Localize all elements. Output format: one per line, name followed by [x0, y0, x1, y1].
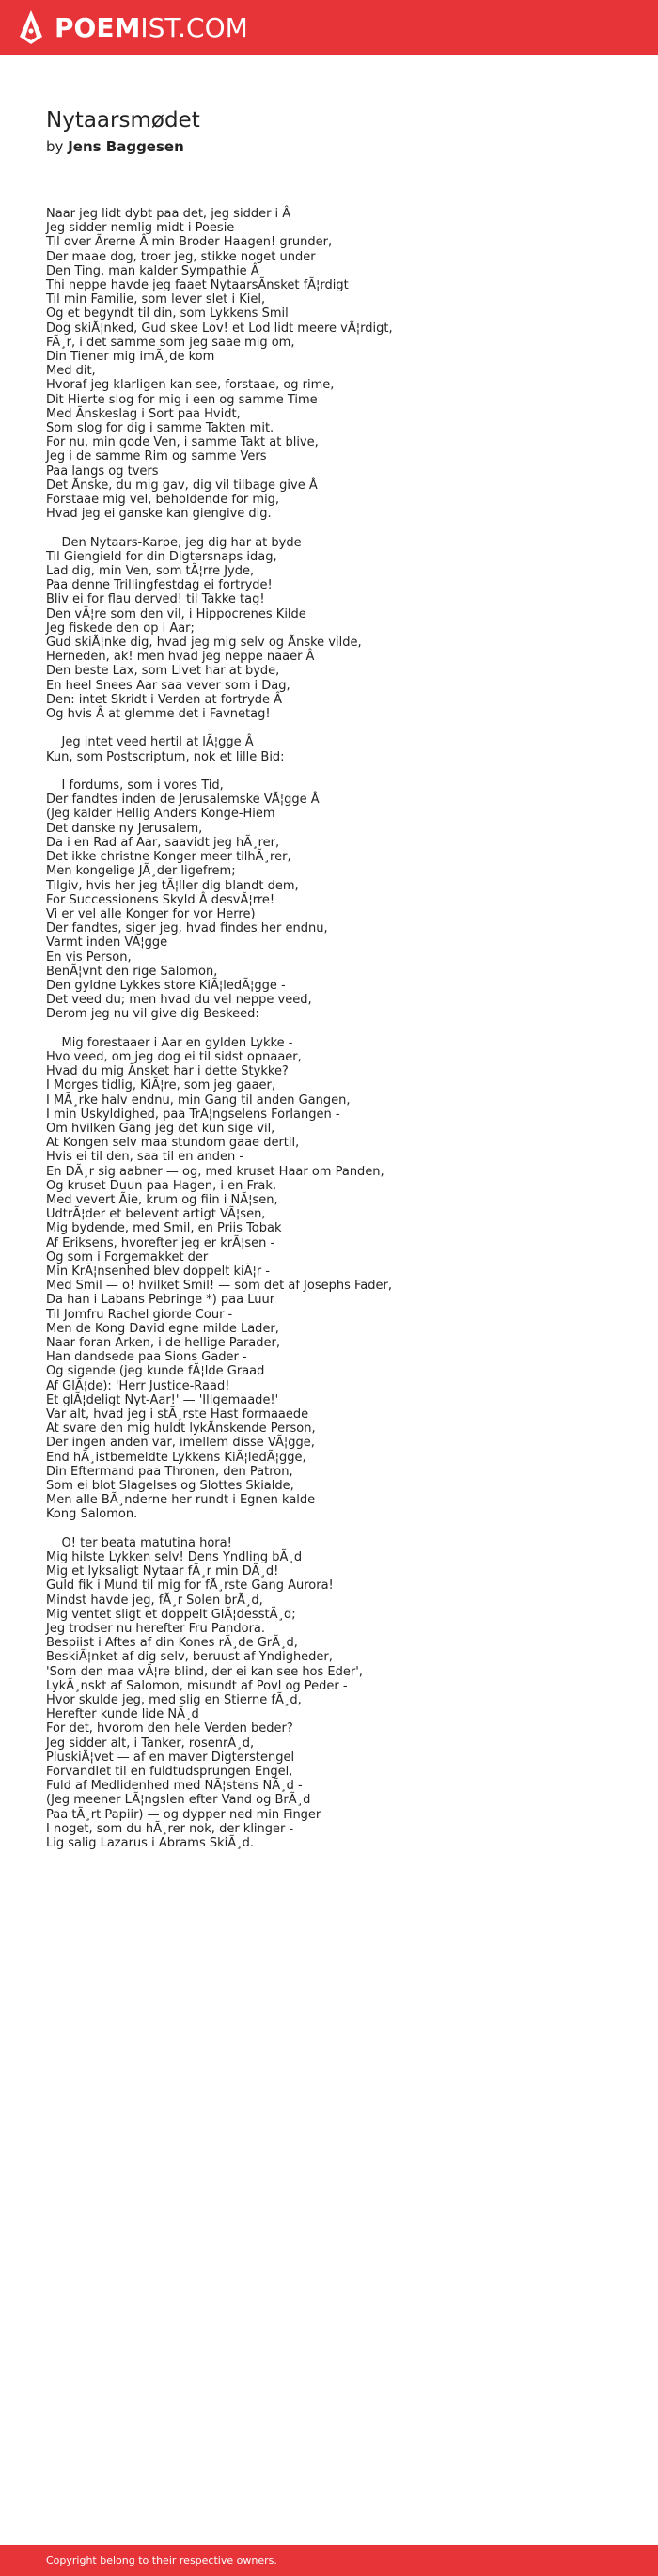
poem-line: Dog skiÃ¦nked, Gud skee Lov! et Lod lidt meere vÃ¦rdigt,	[46, 321, 393, 336]
poem-line: Som ei blot Slagelses og Slottes Skialde,	[46, 1479, 294, 1494]
poem-line: Der fandtes, siger jeg, hvad findes her endnu,	[46, 921, 328, 936]
poem-line: Bespiist i Aftes af din Kones rÃ¸de GrÃ¸d,	[46, 1636, 298, 1651]
poem-line: Den: intet Skridt i Verden at fortryde Â	[46, 692, 282, 707]
poem-byline	[46, 138, 184, 155]
poem-line: Dit Hierte slog for mig i een og samme Time	[46, 392, 318, 407]
poem-line: Til over Ãrerne Â min Broder Haagen! grunder,	[46, 235, 333, 250]
poem-line: (Jeg kalder Hellig Anders Konge-Hiem	[46, 807, 275, 822]
poem-line: FÃ¸r, i det samme som jeg saae mig om,	[46, 335, 295, 350]
poem-line: Med vevert Ãie, krum og fiin i NÃ¦sen,	[46, 1192, 278, 1207]
site-logo[interactable]	[55, 12, 248, 43]
poem-line: I fordums, som i vores Tid,	[46, 778, 224, 793]
poem-line: Hvor skulde jeg, med slig en Stierne fÃ¸d,	[46, 1693, 302, 1708]
poem-line: Mig forestaaer i Aar en gylden Lykke -	[46, 1035, 293, 1050]
poem-line: UdtrÃ¦der et belevent artigt VÃ¦sen,	[46, 1207, 266, 1222]
poem-line: Og som i Forgemakket der	[46, 1249, 209, 1264]
poem-line: Thi neppe havde jeg faaet NytaarsÃnsket fÃ¦rdigt	[46, 278, 349, 293]
poem-line: Hvo veed, om jeg dog ei til sidst opnaaer,	[46, 1049, 302, 1064]
poem-line: Herefter kunde lide NÃ¸d	[46, 1707, 199, 1722]
poem-line: Det veed du; men hvad du vel neppe veed,	[46, 993, 312, 1008]
poem-line: Derom jeg nu vil give dig Beskeed:	[46, 1007, 259, 1022]
poem-line: Den Nytaars-Karpe, jeg dig har at byde	[46, 535, 302, 550]
poem-line: For nu, min gode Ven, i samme Takt at blive,	[46, 435, 319, 450]
poem-line: Til Giengield for din Digtersnaps idag,	[46, 549, 277, 564]
poem-line: BenÃ¦vnt den rige Salomon,	[46, 964, 218, 979]
poem-line: Af Eriksens, hvorefter jeg er krÃ¦sen -	[46, 1235, 275, 1250]
poem-line: Mig hilste Lykken selv! Dens Yndling bÃ¸d	[46, 1550, 303, 1565]
poem-line: Og sigende (jeg kunde fÃ¦lde Graad	[46, 1364, 265, 1379]
poem-line: Der maae dog, troer jeg, stikke noget under	[46, 249, 316, 264]
logo-text-light: IST.COM	[140, 11, 248, 43]
copyright-text: Copyright belong to their respective owners.	[46, 2554, 277, 2567]
site-header	[0, 0, 658, 55]
poem-line: Han dandsede paa Sions Gader -	[46, 1350, 247, 1365]
pen-nib-icon[interactable]	[17, 8, 45, 46]
poem-line: Forvandlet til en fuldtudsprungen Engel,	[46, 1765, 293, 1780]
poem-title: Nytaarsmødet	[46, 108, 200, 133]
poem-line: End hÃ¸istbemeldte Lykkens KiÃ¦ledÃ¦gge,	[46, 1450, 306, 1465]
poem-line: Paa denne Trillingfestdag ei fortryde!	[46, 578, 273, 593]
poem-line: 'Som den maa vÃ¦re blind, der ei kan see hos Eder',	[46, 1664, 363, 1679]
poem-line: At Kongen selv maa stundom gaae dertil,	[46, 1136, 300, 1151]
poem-line: Den gyldne Lykkes store KiÃ¦ledÃ¦gge -	[46, 978, 286, 993]
poem-line: Og kruset Duun paa Hagen, i en Frak,	[46, 1178, 277, 1193]
poem-line: Guld fik i Mund til mig for fÃ¸rste Gang Aurora!	[46, 1579, 334, 1594]
poem-line: Hvad jeg ei ganske kan giengive dig.	[46, 507, 272, 522]
poem-line: En DÃ¸r sig aabner — og, med kruset Haar om Panden,	[46, 1164, 384, 1179]
poem-line: Hvis ei til den, saa til en anden -	[46, 1150, 244, 1165]
poem-line: Hvad du mig Ãnsket har i dette Stykke?	[46, 1064, 289, 1079]
poem-line: Lad dig, min Ven, som tÃ¦rre Jyde,	[46, 564, 255, 579]
poem-line: En vis Person,	[46, 950, 132, 965]
poem-line: Men de Kong David egne milde Lader,	[46, 1321, 279, 1336]
poem-line: Din Eftermand paa Thronen, den Patron,	[46, 1464, 293, 1479]
poem-line: BeskiÃ¦nket af dig selv, beruust af Yndigheder,	[46, 1650, 333, 1665]
poem-line: For det, hvorom den hele Verden beder?	[46, 1721, 293, 1736]
poem-line: Fuld af Medlidenhed med NÃ¦stens NÃ¸d -	[46, 1779, 303, 1794]
poem-line: Til min Familie, som lever slet i Kiel,	[46, 292, 266, 307]
poem-line: Da i en Rad af Aar, saavidt jeg hÃ¸rer,	[46, 835, 280, 850]
poem-line: Jeg sidder alt, i Tanker, rosenrÃ¸d,	[46, 1736, 255, 1751]
poem-line: Men alle BÃ¸nderne her rundt i Egnen kalde	[46, 1493, 316, 1508]
poem-line: Det danske ny Jerusalem,	[46, 821, 203, 836]
poem-line: I min Uskyldighed, paa TrÃ¦ngselens Forlangen -	[46, 1107, 340, 1122]
poem-line: Paa langs og tvers	[46, 463, 159, 479]
poem-line: Jeg sidder nemlig midt i Poesie	[46, 221, 235, 236]
poem-line: Naar foran Arken, i de hellige Parader,	[46, 1335, 280, 1350]
poem-line: Din Tiener mig imÃ¸de kom	[46, 350, 215, 365]
poem-line: At svare den mig huldt lykÃnskende Person,	[46, 1422, 316, 1437]
poem-line: Om hvilken Gang jeg det kun sige vil,	[46, 1121, 275, 1136]
poem-line: Bliv ei for flau derved! til Takke tag!	[46, 592, 265, 607]
poem-line: Mig bydende, med Smil, en Priis Tobak	[46, 1221, 282, 1236]
poem-line: Et glÃ¦deligt Nyt-Aar!' — 'Illgemaade!'	[46, 1392, 279, 1407]
poem-line: I Morges tidlig, KiÃ¦re, som jeg gaaer,	[46, 1078, 276, 1093]
poem-line: Jeg fiskede den op i Aar;	[46, 620, 195, 636]
poem-line: Mig et lyksaligt Nytaar fÃ¸r min DÃ¸d!	[46, 1564, 279, 1579]
poem-line: Jeg intet veed hertil at lÃ¦gge Â	[46, 735, 254, 750]
poem-line: Af GlÃ¦de): 'Herr Justice-Raad!	[46, 1378, 230, 1393]
poem-line: Tilgiv, hvis her jeg tÃ¦ller dig blandt dem,	[46, 878, 299, 893]
stanza	[46, 1036, 629, 1522]
poem-line: Forstaae mig vel, beholdende for mig,	[46, 493, 280, 508]
poem-line: PluskiÃ¦vet — af en maver Digterstengel	[46, 1750, 295, 1765]
poem-line: Der ingen anden var, imellem disse VÃ¦gge,	[46, 1436, 315, 1451]
poem-line: Som slog for dig i samme Takten mit.	[46, 421, 274, 436]
poem-line: Hvoraf jeg klarligen kan see, forstaae, og rime,	[46, 378, 335, 393]
poem-body	[46, 207, 629, 1864]
poem-line: Mig ventet sligt et doppelt GlÃ¦desstÃ¸d;	[46, 1607, 296, 1622]
poem-line: Var alt, hvad jeg i stÃ¸rste Hast formaaede	[46, 1407, 309, 1422]
logo-text-bold: POEM	[55, 11, 141, 43]
poem-line: Lig salig Lazarus i Abrams SkiÃ¸d.	[46, 1836, 255, 1851]
poem-line: Det ikke christne Konger meer tilhÃ¸rer,	[46, 850, 291, 865]
stanza	[46, 207, 629, 521]
poem-line: Den Ting, man kalder Sympathie Â	[46, 263, 259, 278]
poem-line: I noget, som du hÃ¸rer nok, der klinger -	[46, 1821, 294, 1836]
poem-line: Jeg trodser nu herefter Fru Pandora.	[46, 1622, 266, 1637]
poem-line: O! ter beata matutina hora!	[46, 1535, 232, 1550]
poem-line: Med Smil — o! hvilket Smil! — som det af Josephs Fader,	[46, 1279, 392, 1294]
byline-prefix: by	[46, 138, 64, 155]
poem-line: Det Ãnske, du mig gav, dig vil tilbage give Â	[46, 478, 318, 493]
poem-line: Og et begyndt til din, som Lykkens Smil	[46, 306, 289, 322]
poem-line: Og hvis Â at glemme det i Favnetag!	[46, 707, 271, 722]
poem-line: Mindst havde jeg, fÃ¸r Solen brÃ¸d,	[46, 1593, 263, 1608]
poem-line: Da han i Labans Pebringe *) paa Luur	[46, 1293, 275, 1308]
poem-line: Med Ãnskeslag i Sort paa Hvidt,	[46, 406, 241, 421]
stanza	[46, 1536, 629, 1850]
stanza	[46, 735, 629, 763]
poem-line: Naar jeg lidt dybt paa det, jeg sidder i Â	[46, 207, 291, 221]
poem-line: Jeg i de samme Rim og samme Vers	[46, 449, 267, 464]
poem-line: Vi er vel alle Konger for vor Herre)	[46, 906, 256, 921]
stanza	[46, 536, 629, 722]
poem-line: Men kongelige JÃ¸der ligefrem;	[46, 864, 236, 879]
poem-line: Der fandtes inden de Jerusalemske VÃ¦gge Â	[46, 793, 320, 808]
poem-line: I MÃ¸rke halv endnu, min Gang til anden Gangen,	[46, 1092, 351, 1107]
poem-line: En heel Snees Aar saa vever som i Dag,	[46, 678, 290, 693]
poem-line: Min KrÃ¦nsenhed blev doppelt kiÃ¦r -	[46, 1264, 271, 1279]
poem-line: Den beste Lax, som Livet har at byde,	[46, 664, 280, 679]
stanza	[46, 778, 629, 1021]
poem-line: Kong Salomon.	[46, 1507, 138, 1522]
poem-line: Gud skiÃ¦nke dig, hvad jeg mig selv og Ãnske vilde,	[46, 636, 362, 651]
poem-line: Paa tÃ¸rt Papiir) — og dypper ned min Finger	[46, 1807, 321, 1822]
poem-line: Herneden, ak! men hvad jeg neppe naaer Â	[46, 650, 315, 665]
poem-line: Med dit,	[46, 364, 96, 379]
poem-line: (Jeg meener LÃ¦ngslen efter Vand og BrÃ¸d	[46, 1793, 311, 1808]
poem-line: Til Jomfru Rachel giorde Cour -	[46, 1307, 233, 1322]
poem-line: LykÃ¸nskt af Salomon, misundt af Povl og Peder -	[46, 1678, 348, 1693]
poem-line: Den vÃ¦re som den vil, i Hippocrenes Kilde	[46, 606, 306, 621]
site-footer	[0, 2545, 658, 2576]
poem-line: Varmt inden VÃ¦gge	[46, 935, 168, 950]
poem-line: Kun, som Postscriptum, nok et lille Bid:	[46, 749, 285, 764]
poem-line: For Successionens Skyld Â desvÃ¦rre!	[46, 892, 275, 907]
poem-author[interactable]: Jens Baggesen	[68, 138, 184, 155]
